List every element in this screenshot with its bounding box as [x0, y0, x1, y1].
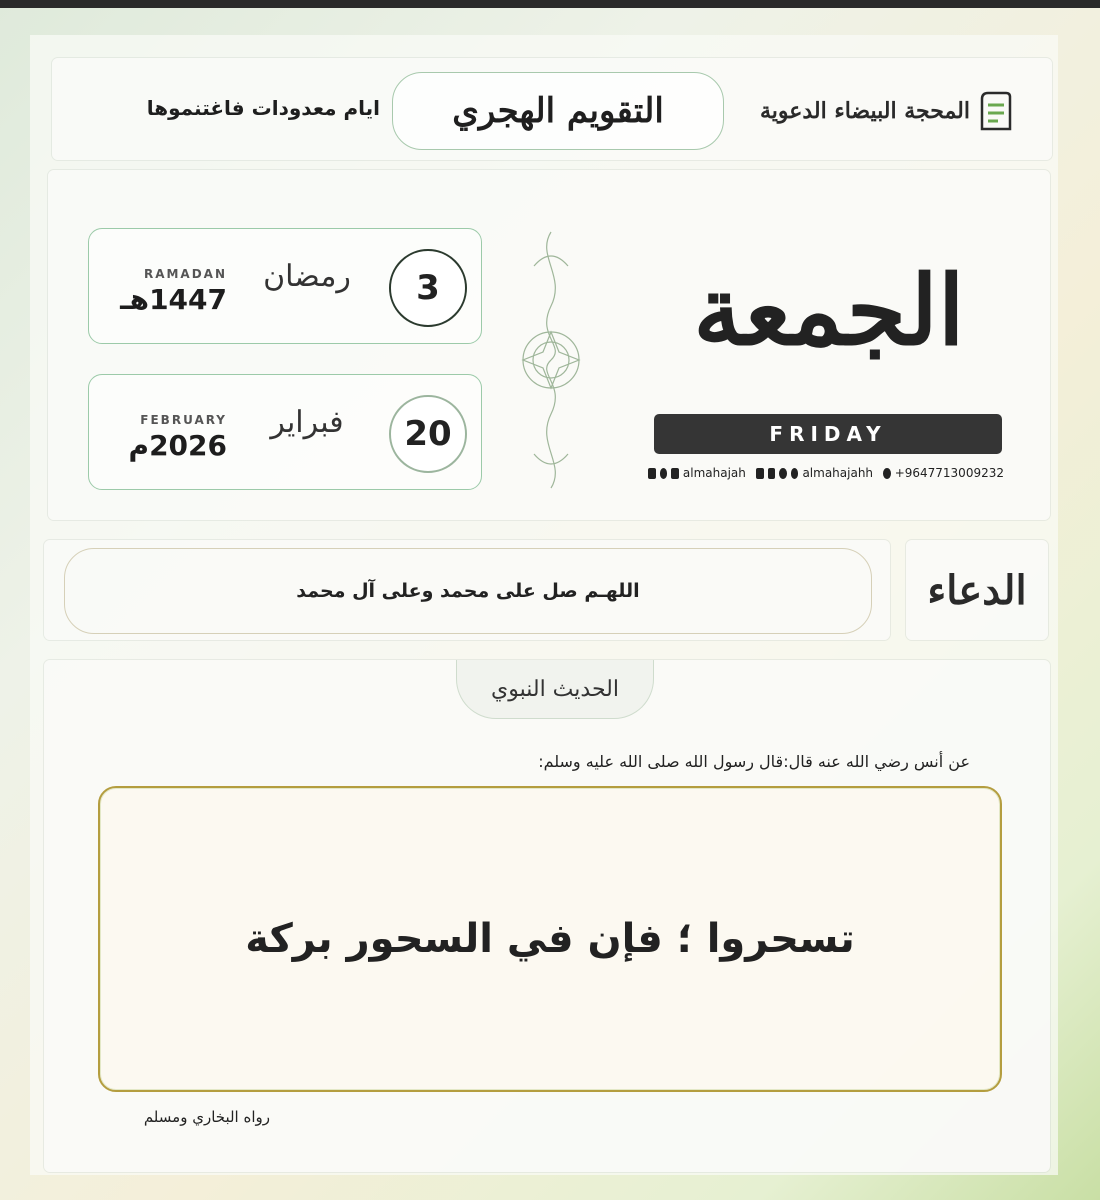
org-name: المحجة البيضاء الدعوية — [759, 98, 970, 124]
dua-title: الدعاء — [927, 566, 1027, 614]
instagram-icon[interactable] — [779, 468, 787, 479]
hadith-intro: عن أنس رضي الله عنه قال:قال رسول الله صلى الله عليه وسلم: — [538, 752, 970, 771]
day-name-ar: الجمعة — [693, 253, 965, 367]
gregorian-month-en: FEBRUARY — [140, 413, 227, 427]
org-logo-icon — [978, 89, 1012, 133]
hijri-month-ar: رمضان — [263, 259, 351, 294]
phone-number[interactable]: +9647713009232 — [894, 466, 1004, 480]
hadith-source: رواه البخاري ومسلم — [143, 1108, 270, 1126]
dua-text: اللهـم صل على محمد وعلى آل محمد — [296, 580, 640, 602]
dua-panel — [44, 540, 890, 640]
calendar-title-frame — [392, 72, 724, 150]
x-icon[interactable] — [756, 468, 764, 479]
top-strip — [0, 0, 1100, 8]
social-links — [648, 466, 1004, 480]
date-panel — [48, 170, 1050, 520]
day-name-en: FRIDAY — [769, 422, 887, 446]
hadith-text: تسحروا ؛ فإن في السحور بركة — [245, 916, 855, 962]
dua-title-panel — [906, 540, 1048, 640]
org-brand — [752, 86, 1012, 136]
threads-icon[interactable] — [791, 468, 799, 479]
hijri-day-number: 3 — [389, 249, 467, 327]
hijri-date-card — [88, 228, 482, 344]
gregorian-day-number: 20 — [389, 395, 467, 473]
dua-frame — [64, 548, 872, 634]
hadith-title-tab — [456, 660, 654, 719]
calendar-title: التقويم الهجري — [452, 91, 664, 131]
hadith-quote-box — [98, 786, 1002, 1092]
hijri-month-en: RAMADAN — [143, 267, 227, 281]
gregorian-date-card — [88, 374, 482, 490]
gregorian-year: 2026م — [128, 429, 227, 462]
hadith-panel — [44, 660, 1050, 1172]
slogan: ايام معدودات فاغتنموها — [146, 96, 380, 120]
ornament-divider-icon — [516, 226, 586, 494]
facebook-icon[interactable] — [648, 468, 656, 479]
gregorian-month-ar: فبراير — [270, 405, 344, 440]
whatsapp-icon[interactable] — [883, 468, 891, 479]
tiktok-icon[interactable] — [768, 468, 776, 479]
hijri-year: 1447هـ — [120, 283, 227, 316]
telegram-icon[interactable] — [660, 468, 668, 479]
hadith-title: الحديث النبوي — [491, 676, 619, 702]
youtube-icon[interactable] — [671, 468, 679, 479]
day-name-en-bar — [654, 414, 1002, 454]
header — [52, 58, 1052, 160]
social-handle-2[interactable]: almahajahh — [802, 466, 874, 480]
social-handle-1[interactable]: almahajah — [682, 466, 746, 480]
